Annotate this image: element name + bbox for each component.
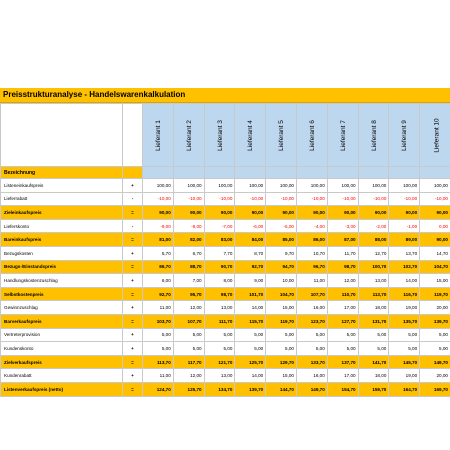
supplier-header-row bbox=[1, 104, 450, 167]
value-cell[interactable]: 129,70 bbox=[266, 355, 297, 369]
row-label[interactable]: Zieleinkaufspreis bbox=[1, 206, 123, 220]
value-cell[interactable]: -5,00 bbox=[266, 219, 297, 233]
sheet-title: Preisstrukturanalyse - Handelswarenkalkulation bbox=[0, 88, 450, 103]
value-cell[interactable]: 17,00 bbox=[327, 369, 358, 383]
value-cell[interactable]: 101,70 bbox=[235, 287, 266, 301]
value-cell[interactable]: -4,00 bbox=[296, 219, 327, 233]
value-cell[interactable]: 13,00 bbox=[204, 301, 235, 315]
value-cell[interactable]: 5,00 bbox=[389, 342, 420, 356]
value-cell[interactable]: 83,00 bbox=[204, 233, 235, 247]
value-cell[interactable]: 100,00 bbox=[204, 179, 235, 193]
supplier-header-cell[interactable] bbox=[266, 104, 297, 167]
value-cell[interactable]: -7,00 bbox=[204, 219, 235, 233]
supplier-name: Lieferant 2 bbox=[185, 119, 193, 151]
row-operator[interactable]: + bbox=[123, 328, 143, 342]
table-row bbox=[1, 246, 450, 260]
value-cell[interactable]: 5,00 bbox=[173, 328, 204, 342]
value-cell[interactable]: -10,00 bbox=[296, 192, 327, 206]
value-cell[interactable]: 89,00 bbox=[389, 233, 420, 247]
value-cell[interactable]: 110,70 bbox=[327, 287, 358, 301]
value-cell[interactable]: 100,00 bbox=[389, 179, 420, 193]
value-cell[interactable]: 104,70 bbox=[420, 260, 450, 274]
supplier-header-cell[interactable] bbox=[296, 104, 327, 167]
supplier-blank-cell[interactable] bbox=[296, 167, 327, 179]
supplier-blank-cell[interactable] bbox=[143, 167, 174, 179]
value-cell[interactable]: 18,00 bbox=[358, 369, 389, 383]
value-cell[interactable]: 125,70 bbox=[235, 355, 266, 369]
value-cell[interactable]: -9,00 bbox=[143, 219, 174, 233]
bezeichnung-header[interactable]: Bezeichnung bbox=[1, 167, 123, 179]
value-cell[interactable]: 124,70 bbox=[143, 382, 174, 396]
value-cell[interactable]: 113,70 bbox=[143, 355, 174, 369]
value-cell[interactable]: 141,70 bbox=[358, 355, 389, 369]
value-cell[interactable]: 90,00 bbox=[420, 206, 450, 220]
value-cell[interactable]: 11,00 bbox=[143, 369, 174, 383]
value-cell[interactable]: 17,00 bbox=[327, 301, 358, 315]
table-row bbox=[1, 382, 450, 396]
row-label[interactable]: Bezugskosten bbox=[1, 246, 123, 260]
value-cell[interactable]: -6,00 bbox=[235, 219, 266, 233]
row-label[interactable]: Selbstkostenpreis bbox=[1, 287, 123, 301]
supplier-blank-cell[interactable] bbox=[389, 167, 420, 179]
value-cell[interactable]: 5,00 bbox=[204, 328, 235, 342]
value-cell[interactable]: 7,70 bbox=[204, 246, 235, 260]
value-cell[interactable]: 10,00 bbox=[266, 274, 297, 288]
table-row bbox=[1, 355, 450, 369]
value-cell[interactable]: 5,00 bbox=[327, 342, 358, 356]
supplier-header-cell[interactable] bbox=[420, 104, 450, 167]
value-cell[interactable]: 92,70 bbox=[235, 260, 266, 274]
value-cell[interactable]: 5,00 bbox=[327, 328, 358, 342]
row-label[interactable]: Barverkaufspreis bbox=[1, 314, 123, 328]
value-cell[interactable]: 90,00 bbox=[173, 206, 204, 220]
row-label[interactable]: Listeneinkaufspreis bbox=[1, 179, 123, 193]
bezeichnung-row bbox=[1, 167, 450, 179]
value-cell[interactable]: 20,00 bbox=[420, 301, 450, 315]
value-cell[interactable]: 15,00 bbox=[420, 274, 450, 288]
value-cell[interactable]: 11,70 bbox=[327, 246, 358, 260]
table-row bbox=[1, 287, 450, 301]
value-cell[interactable]: 5,00 bbox=[296, 328, 327, 342]
value-cell[interactable]: 139,70 bbox=[235, 382, 266, 396]
value-cell[interactable]: 81,00 bbox=[143, 233, 174, 247]
row-label[interactable]: Zielverkaufspreis bbox=[1, 355, 123, 369]
value-cell[interactable]: 14,70 bbox=[420, 246, 450, 260]
table-row bbox=[1, 233, 450, 247]
value-cell[interactable]: 149,70 bbox=[420, 355, 450, 369]
value-cell[interactable]: 0,00 bbox=[420, 219, 450, 233]
value-cell[interactable]: 135,70 bbox=[389, 314, 420, 328]
supplier-name: Lieferant 7 bbox=[339, 119, 347, 151]
value-cell[interactable]: 102,70 bbox=[389, 260, 420, 274]
value-cell[interactable]: 107,70 bbox=[173, 314, 204, 328]
value-cell[interactable]: 159,70 bbox=[358, 382, 389, 396]
supplier-blank-cell[interactable] bbox=[173, 167, 204, 179]
value-cell[interactable]: 88,70 bbox=[173, 260, 204, 274]
value-cell[interactable]: 134,70 bbox=[204, 382, 235, 396]
value-cell[interactable]: 14,00 bbox=[235, 301, 266, 315]
table-row bbox=[1, 260, 450, 274]
value-cell[interactable]: 100,00 bbox=[143, 179, 174, 193]
row-label[interactable]: Kundenskonto bbox=[1, 342, 123, 356]
value-cell[interactable]: 145,70 bbox=[389, 355, 420, 369]
value-cell[interactable]: 16,00 bbox=[296, 369, 327, 383]
calculation-table bbox=[0, 103, 450, 397]
header-empty-op bbox=[123, 104, 143, 167]
supplier-blank-cell[interactable] bbox=[266, 167, 297, 179]
value-cell[interactable]: 100,00 bbox=[296, 179, 327, 193]
value-cell[interactable]: 90,00 bbox=[327, 206, 358, 220]
value-cell[interactable]: 18,00 bbox=[358, 301, 389, 315]
supplier-header-cell[interactable] bbox=[143, 104, 174, 167]
value-cell[interactable]: 12,00 bbox=[173, 369, 204, 383]
value-cell[interactable]: 14,00 bbox=[235, 369, 266, 383]
value-cell[interactable]: 100,00 bbox=[420, 179, 450, 193]
supplier-name: Lieferant 5 bbox=[278, 119, 286, 151]
row-operator[interactable]: = bbox=[123, 260, 143, 274]
value-cell[interactable]: 12,70 bbox=[358, 246, 389, 260]
row-label[interactable]: Gewinnzuschlag bbox=[1, 301, 123, 315]
value-cell[interactable]: -10,00 bbox=[173, 192, 204, 206]
value-cell[interactable]: 5,00 bbox=[143, 328, 174, 342]
row-operator[interactable]: + bbox=[123, 301, 143, 315]
value-cell[interactable]: 127,70 bbox=[327, 314, 358, 328]
supplier-blank-cell[interactable] bbox=[327, 167, 358, 179]
value-cell[interactable]: -10,00 bbox=[204, 192, 235, 206]
value-cell[interactable]: -10,00 bbox=[143, 192, 174, 206]
row-operator[interactable]: = bbox=[123, 355, 143, 369]
value-cell[interactable]: 149,70 bbox=[296, 382, 327, 396]
bezeichnung-op-cell[interactable] bbox=[123, 167, 143, 179]
row-operator[interactable]: - bbox=[123, 192, 143, 206]
value-cell[interactable]: -10,00 bbox=[235, 192, 266, 206]
value-cell[interactable]: 5,70 bbox=[143, 246, 174, 260]
spreadsheet bbox=[0, 88, 450, 397]
supplier-header-cell[interactable] bbox=[173, 104, 204, 167]
value-cell[interactable]: 121,70 bbox=[204, 355, 235, 369]
table-row bbox=[1, 192, 450, 206]
supplier-blank-cell[interactable] bbox=[420, 167, 450, 179]
supplier-header-cell[interactable] bbox=[204, 104, 235, 167]
supplier-header-cell[interactable] bbox=[358, 104, 389, 167]
value-cell[interactable]: 82,00 bbox=[173, 233, 204, 247]
value-cell[interactable]: 5,00 bbox=[235, 342, 266, 356]
supplier-blank-cell[interactable] bbox=[235, 167, 266, 179]
value-cell[interactable]: 113,70 bbox=[358, 287, 389, 301]
row-operator[interactable]: + bbox=[123, 274, 143, 288]
value-cell[interactable]: 90,00 bbox=[266, 206, 297, 220]
value-cell[interactable]: 16,00 bbox=[296, 301, 327, 315]
value-cell[interactable]: 103,70 bbox=[143, 314, 174, 328]
value-cell[interactable]: 100,00 bbox=[266, 179, 297, 193]
value-cell[interactable]: 86,00 bbox=[296, 233, 327, 247]
value-cell[interactable]: 9,00 bbox=[235, 274, 266, 288]
value-cell[interactable]: 98,70 bbox=[327, 260, 358, 274]
value-cell[interactable]: 90,70 bbox=[204, 260, 235, 274]
supplier-name: Lieferant 8 bbox=[370, 119, 378, 151]
value-cell[interactable]: 5,00 bbox=[266, 342, 297, 356]
row-label[interactable]: Bezugs-/Einstandspreis bbox=[1, 260, 123, 274]
value-cell[interactable]: 107,70 bbox=[296, 287, 327, 301]
value-cell[interactable]: 125,70 bbox=[173, 382, 204, 396]
value-cell[interactable]: 87,00 bbox=[327, 233, 358, 247]
supplier-header-cell[interactable] bbox=[235, 104, 266, 167]
value-cell[interactable]: 13,70 bbox=[389, 246, 420, 260]
value-cell[interactable]: 14,00 bbox=[389, 274, 420, 288]
value-cell[interactable]: 111,70 bbox=[204, 314, 235, 328]
value-cell[interactable]: 19,00 bbox=[389, 369, 420, 383]
value-cell[interactable]: 96,70 bbox=[296, 260, 327, 274]
value-cell[interactable]: 9,70 bbox=[266, 246, 297, 260]
value-cell[interactable]: 100,00 bbox=[327, 179, 358, 193]
value-cell[interactable]: 90,00 bbox=[235, 206, 266, 220]
row-operator[interactable]: + bbox=[123, 179, 143, 193]
value-cell[interactable]: 5,00 bbox=[420, 342, 450, 356]
table-row bbox=[1, 274, 450, 288]
value-cell[interactable]: 5,00 bbox=[358, 342, 389, 356]
row-operator[interactable]: + bbox=[123, 246, 143, 260]
value-cell[interactable]: 5,00 bbox=[266, 328, 297, 342]
value-cell[interactable]: 90,00 bbox=[296, 206, 327, 220]
row-operator[interactable]: + bbox=[123, 342, 143, 356]
value-cell[interactable]: 131,70 bbox=[358, 314, 389, 328]
row-operator[interactable]: = bbox=[123, 287, 143, 301]
value-cell[interactable]: 90,00 bbox=[389, 206, 420, 220]
value-cell[interactable]: 119,70 bbox=[420, 287, 450, 301]
value-cell[interactable]: -10,00 bbox=[358, 192, 389, 206]
value-cell[interactable]: -10,00 bbox=[327, 192, 358, 206]
value-cell[interactable]: 86,70 bbox=[143, 260, 174, 274]
value-cell[interactable]: 144,70 bbox=[266, 382, 297, 396]
value-cell[interactable]: 13,00 bbox=[358, 274, 389, 288]
value-cell[interactable]: 169,70 bbox=[420, 382, 450, 396]
value-cell[interactable]: 137,70 bbox=[327, 355, 358, 369]
value-cell[interactable]: 115,70 bbox=[235, 314, 266, 328]
row-operator[interactable]: = bbox=[123, 382, 143, 396]
value-cell[interactable]: 92,70 bbox=[143, 287, 174, 301]
supplier-name: Lieferant 3 bbox=[216, 119, 224, 151]
value-cell[interactable]: 11,00 bbox=[296, 274, 327, 288]
value-cell[interactable]: 164,70 bbox=[389, 382, 420, 396]
value-cell[interactable]: -10,00 bbox=[420, 192, 450, 206]
value-cell[interactable]: 90,00 bbox=[358, 206, 389, 220]
value-cell[interactable]: 5,00 bbox=[420, 328, 450, 342]
value-cell[interactable]: 88,00 bbox=[358, 233, 389, 247]
value-cell[interactable]: -1,00 bbox=[389, 219, 420, 233]
row-label[interactable]: Handlungskostenzuschlag bbox=[1, 274, 123, 288]
value-cell[interactable]: -10,00 bbox=[389, 192, 420, 206]
value-cell[interactable]: 133,70 bbox=[296, 355, 327, 369]
value-cell[interactable]: 100,00 bbox=[235, 179, 266, 193]
value-cell[interactable]: -10,00 bbox=[266, 192, 297, 206]
value-cell[interactable]: 100,00 bbox=[173, 179, 204, 193]
supplier-name: Lieferant 1 bbox=[154, 119, 162, 151]
value-cell[interactable]: -8,00 bbox=[173, 219, 204, 233]
value-cell[interactable]: 117,70 bbox=[173, 355, 204, 369]
value-cell[interactable]: 95,70 bbox=[173, 287, 204, 301]
value-cell[interactable]: 5,00 bbox=[204, 342, 235, 356]
value-cell[interactable]: 20,00 bbox=[420, 369, 450, 383]
value-cell[interactable]: 7,00 bbox=[173, 274, 204, 288]
value-cell[interactable]: 100,70 bbox=[358, 260, 389, 274]
value-cell[interactable]: 8,00 bbox=[204, 274, 235, 288]
table-row bbox=[1, 328, 450, 342]
row-label[interactable]: Kundenrabatt bbox=[1, 369, 123, 383]
row-label[interactable]: Vertreterprovision bbox=[1, 328, 123, 342]
table-row bbox=[1, 179, 450, 193]
table-row bbox=[1, 342, 450, 356]
supplier-name: Lieferant 4 bbox=[247, 119, 255, 151]
value-cell[interactable]: 98,70 bbox=[204, 287, 235, 301]
value-cell[interactable]: 85,00 bbox=[266, 233, 297, 247]
row-operator[interactable]: = bbox=[123, 233, 143, 247]
value-cell[interactable]: 100,00 bbox=[358, 179, 389, 193]
value-cell[interactable]: 94,70 bbox=[266, 260, 297, 274]
value-cell[interactable]: 12,00 bbox=[327, 274, 358, 288]
supplier-name: Lieferant 9 bbox=[401, 119, 409, 151]
value-cell[interactable]: 5,00 bbox=[173, 342, 204, 356]
value-cell[interactable]: 5,00 bbox=[358, 328, 389, 342]
value-cell[interactable]: 15,00 bbox=[266, 301, 297, 315]
row-operator[interactable]: = bbox=[123, 314, 143, 328]
table-row bbox=[1, 219, 450, 233]
value-cell[interactable]: 154,70 bbox=[327, 382, 358, 396]
supplier-blank-cell[interactable] bbox=[358, 167, 389, 179]
value-cell[interactable]: 5,00 bbox=[296, 342, 327, 356]
supplier-name: Lieferant 10 bbox=[433, 117, 441, 153]
row-operator[interactable]: + bbox=[123, 369, 143, 383]
supplier-name: Lieferant 6 bbox=[308, 119, 316, 151]
value-cell[interactable]: 84,00 bbox=[235, 233, 266, 247]
value-cell[interactable]: 19,00 bbox=[389, 301, 420, 315]
row-label[interactable]: Lieferskonto bbox=[1, 219, 123, 233]
value-cell[interactable]: 8,70 bbox=[235, 246, 266, 260]
value-cell[interactable]: 119,70 bbox=[266, 314, 297, 328]
row-operator[interactable]: - bbox=[123, 219, 143, 233]
value-cell[interactable]: 11,00 bbox=[143, 301, 174, 315]
row-label[interactable]: Lieferrabatt bbox=[1, 192, 123, 206]
value-cell[interactable]: 6,00 bbox=[143, 274, 174, 288]
value-cell[interactable]: 15,00 bbox=[266, 369, 297, 383]
row-label[interactable]: Bareinkaufspreis bbox=[1, 233, 123, 247]
value-cell[interactable]: 123,70 bbox=[296, 314, 327, 328]
table-row bbox=[1, 206, 450, 220]
value-cell[interactable]: 104,70 bbox=[266, 287, 297, 301]
row-operator[interactable]: = bbox=[123, 206, 143, 220]
value-cell[interactable]: 5,00 bbox=[143, 342, 174, 356]
value-cell[interactable]: 5,00 bbox=[235, 328, 266, 342]
value-cell[interactable]: 12,00 bbox=[173, 301, 204, 315]
supplier-blank-cell[interactable] bbox=[204, 167, 235, 179]
supplier-header-cell[interactable] bbox=[389, 104, 420, 167]
value-cell[interactable]: 90,00 bbox=[143, 206, 174, 220]
value-cell[interactable]: -3,00 bbox=[327, 219, 358, 233]
value-cell[interactable]: 139,70 bbox=[420, 314, 450, 328]
value-cell[interactable]: 13,00 bbox=[204, 369, 235, 383]
value-cell[interactable]: 5,00 bbox=[389, 328, 420, 342]
table-row bbox=[1, 301, 450, 315]
value-cell[interactable]: 90,00 bbox=[420, 233, 450, 247]
value-cell[interactable]: 10,70 bbox=[296, 246, 327, 260]
value-cell[interactable]: -2,00 bbox=[358, 219, 389, 233]
value-cell[interactable]: 6,70 bbox=[173, 246, 204, 260]
header-empty-label bbox=[1, 104, 123, 167]
table-row bbox=[1, 369, 450, 383]
row-label[interactable]: Listenverkaufspreis (netto) bbox=[1, 382, 123, 396]
value-cell[interactable]: 90,00 bbox=[204, 206, 235, 220]
supplier-header-cell[interactable] bbox=[327, 104, 358, 167]
table-row bbox=[1, 314, 450, 328]
value-cell[interactable]: 116,70 bbox=[389, 287, 420, 301]
